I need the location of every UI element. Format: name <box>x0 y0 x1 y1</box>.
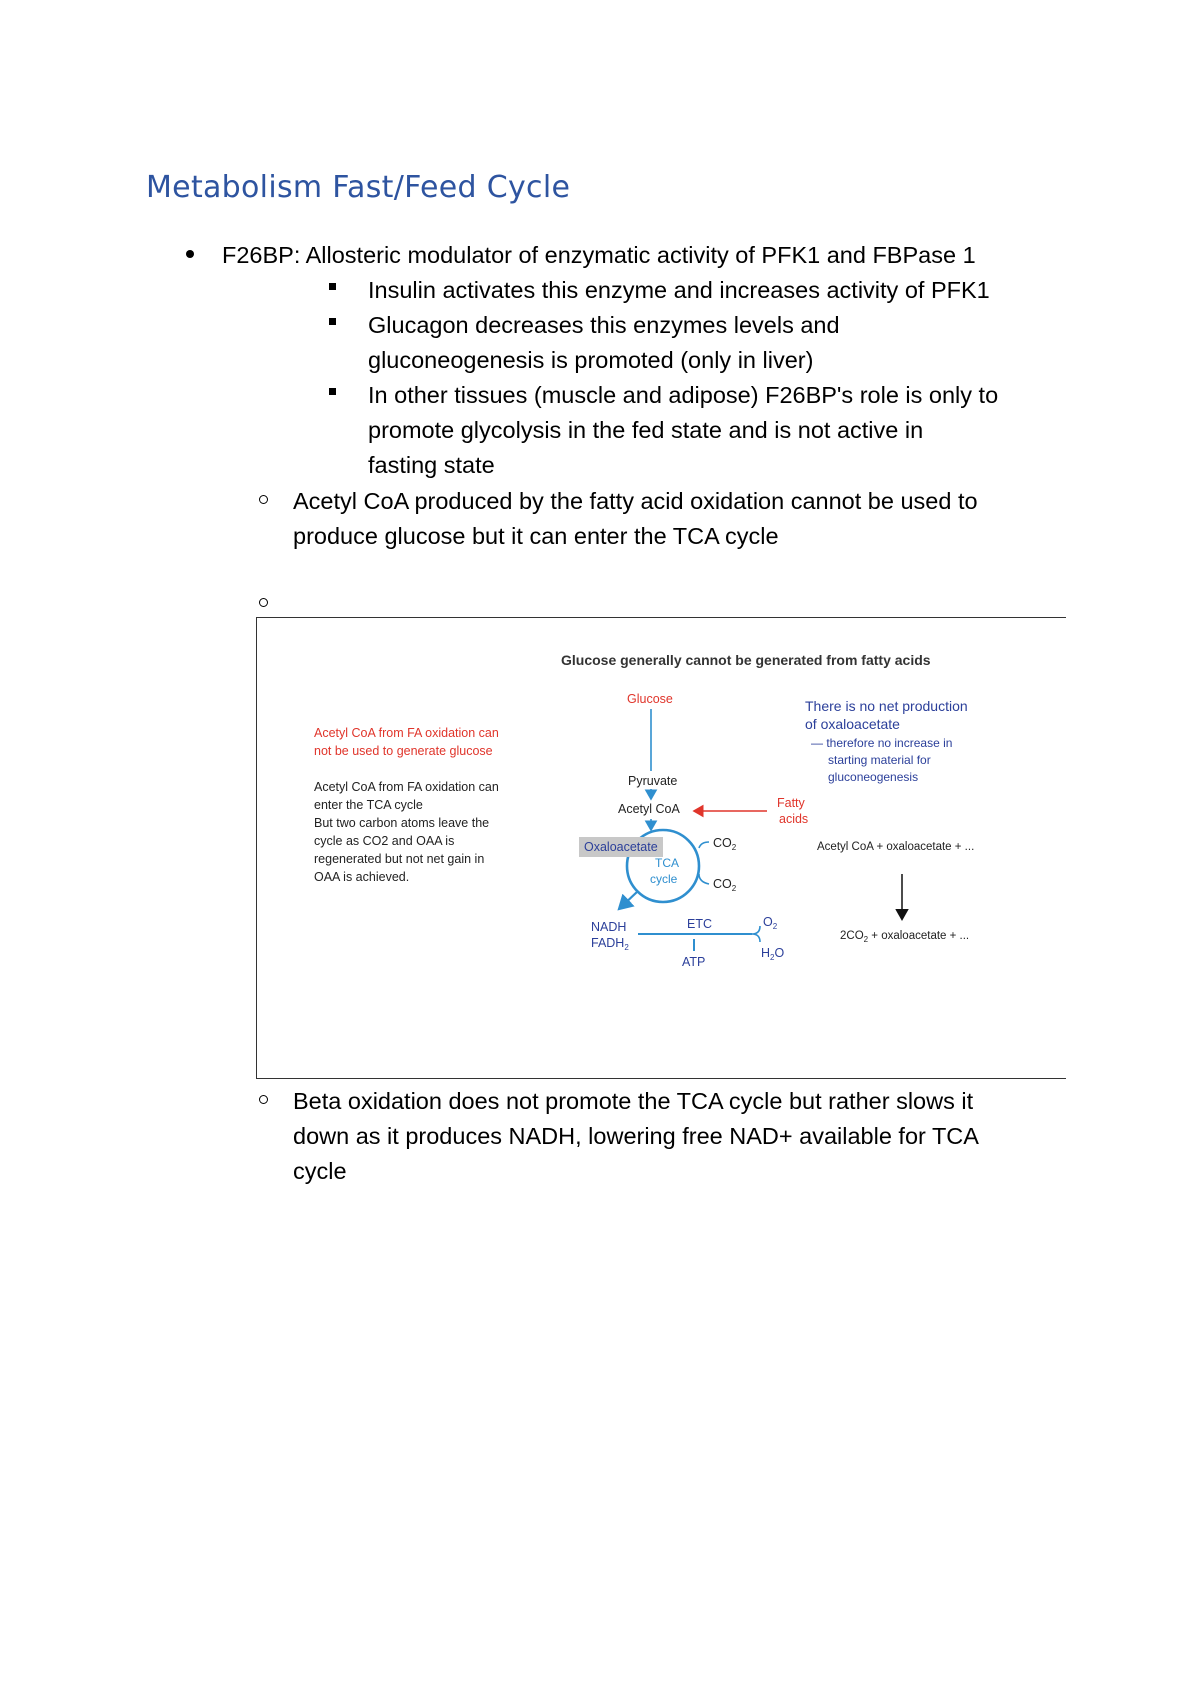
left-text-1: Acetyl CoA from FA oxidation can <box>314 780 499 794</box>
pyruvate-label: Pyruvate <box>628 774 678 788</box>
nadh-label: NADH <box>591 920 627 934</box>
tca-figure <box>256 617 1066 1079</box>
right-blue-3: — therefore no increase in <box>811 736 953 750</box>
left-text-2: enter the TCA cycle <box>314 798 423 812</box>
atp-label: ATP <box>682 955 706 969</box>
bullet-beta-oxidation-line3: cycle <box>293 1158 347 1184</box>
fadh-label: $FADH_2$ <box>591 936 629 952</box>
co2-label-2: $CO_2$ <box>713 877 737 893</box>
bullet-insulin: Insulin activates this enzyme and increases activity of PFK1 <box>368 277 990 303</box>
left-red-1: Acetyl CoA from FA oxidation can <box>314 726 499 740</box>
right-blue-4: starting material for <box>828 753 931 767</box>
bullet-other-tissues-line2: promote glycolysis in the fed state and is not active in <box>368 417 924 443</box>
right-blue-2: of oxaloacetate <box>805 716 900 732</box>
bullet-square <box>329 318 336 325</box>
oxaloacetate-label: Oxaloacetate <box>584 840 658 854</box>
left-text-3: But two carbon atoms leave the <box>314 816 490 830</box>
bullet-circle <box>259 598 268 607</box>
bullet-acetyl-coa-line1: Acetyl CoA produced by the fatty acid oxidation cannot be used to <box>293 488 978 514</box>
tca-diagram <box>257 618 1067 1080</box>
bullet-square <box>329 388 336 395</box>
co2-label-1: $CO_2$ <box>713 836 737 852</box>
bullet-other-tissues-line1: In other tissues (muscle and adipose) F26BP's role is only to <box>368 382 999 408</box>
left-text-5: regenerated but not net gain in <box>314 852 485 866</box>
fatty-label: Fatty <box>777 796 805 810</box>
bullet-glucagon-line2: gluconeogenesis is promoted (only in liver) <box>368 347 814 373</box>
bullet-beta-oxidation-line1: Beta oxidation does not promote the TCA cycle but rather slows it <box>293 1088 974 1114</box>
bullet-circle <box>259 1095 268 1104</box>
right-blue-1: There is no net production <box>805 698 968 714</box>
h2o-label: $H_2O$ <box>761 946 785 962</box>
tca-label: TCA <box>655 856 679 870</box>
right-blue-5: gluconeogenesis <box>828 770 919 784</box>
bullet-other-tissues-line3: fasting state <box>368 452 495 478</box>
cycle-label: cycle <box>650 872 678 886</box>
bullet-circle <box>259 495 268 504</box>
bullet-dot <box>186 250 194 258</box>
left-red-2: not be used to generate glucose <box>314 744 493 758</box>
equation-top: Acetyl CoA + oxaloacetate + ... <box>817 841 975 853</box>
equation-bottom: $2CO_2$ + oxaloacetate + ... <box>840 930 970 944</box>
bullet-beta-oxidation-line2: down as it produces NADH, lowering free NAD+ available for TCA <box>293 1123 979 1149</box>
acetyl-coa-label: Acetyl CoA <box>618 802 680 816</box>
etc-label: ETC <box>687 917 712 931</box>
acids-label: acids <box>779 812 809 826</box>
left-text-6: OAA is achieved. <box>314 870 410 884</box>
cycle-to-nadh-arrow <box>619 891 638 909</box>
o2-label: $O_2$ <box>763 915 778 931</box>
figure-heading: Glucose generally cannot be generated from fatty acids <box>561 652 931 668</box>
page-title: Metabolism Fast/Feed Cycle <box>146 170 571 205</box>
bullet-glucagon-line1: Glucagon decreases this enzymes levels and <box>368 312 840 338</box>
bullet-square <box>329 283 336 290</box>
bullet-f26bp: F26BP: Allosteric modulator of enzymatic activity of PFK1 and FBPase 1 <box>222 242 976 268</box>
bullet-acetyl-coa-line2: produce glucose but it can enter the TCA cycle <box>293 523 779 549</box>
o2-h2o-branch <box>752 926 760 942</box>
left-text-4: cycle as CO2 and OAA is <box>314 834 455 848</box>
glucose-label: Glucose <box>627 692 673 706</box>
co2-branch-1 <box>699 842 709 848</box>
co2-branch-2 <box>699 874 709 884</box>
